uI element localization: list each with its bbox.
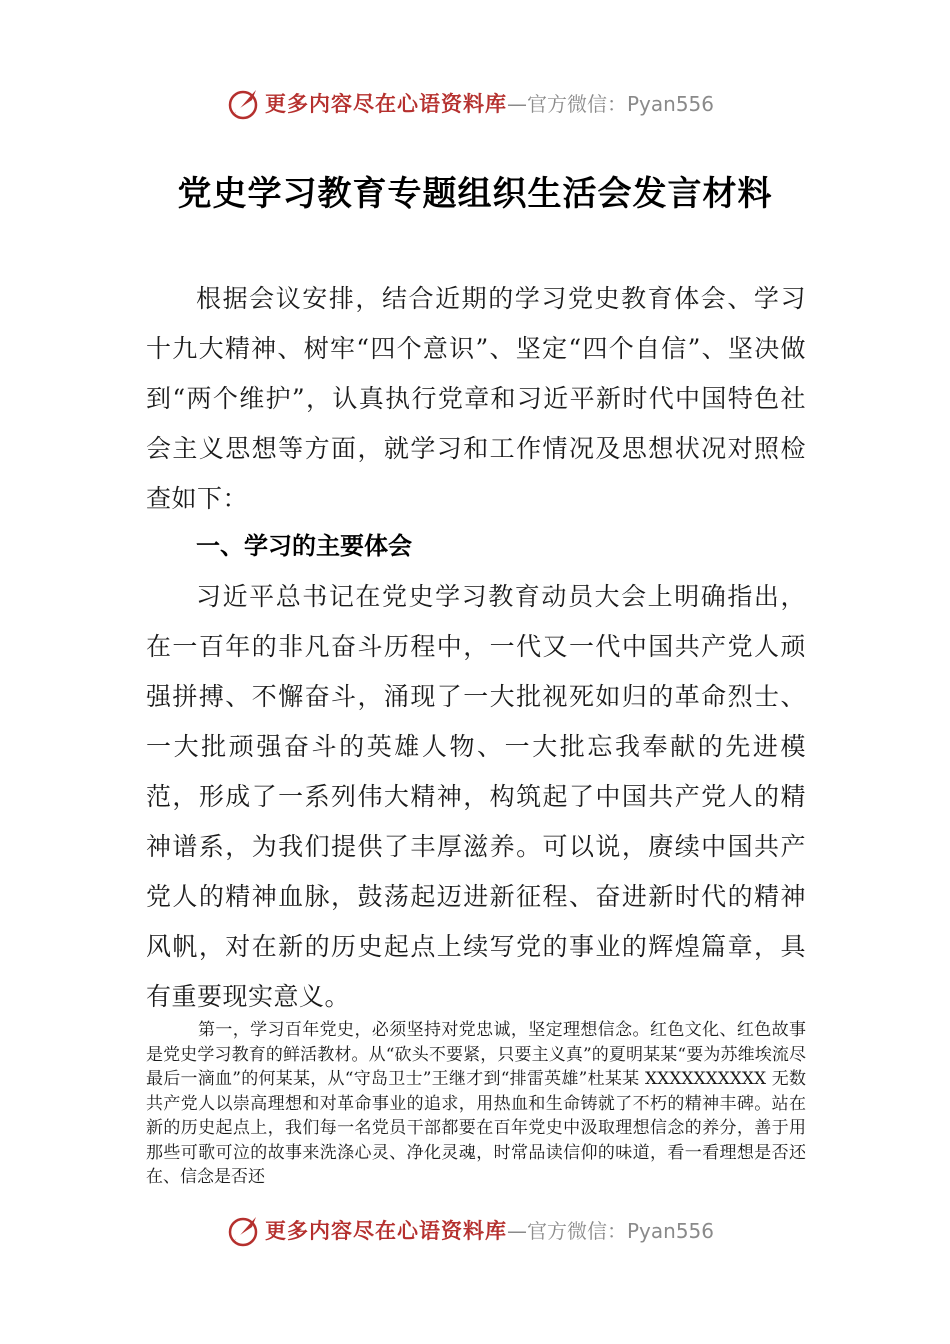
banner-wechat: —官方微信：Pyan556 <box>507 1219 715 1243</box>
banner-wechat: —官方微信：Pyan556 <box>507 92 715 116</box>
banner-text <box>265 1217 714 1245</box>
intro-block <box>146 274 806 524</box>
quill-logo-icon <box>226 1213 262 1249</box>
banner-brand: 更多内容尽在心语资料库 <box>265 91 507 116</box>
intro-paragraph: 根据会议安排，结合近期的学习党史教育体会、学习十九大精神、树牢“四个意识”、坚定“四个自信”、坚决做到“两个维护”，认真执行党章和习近平新时代中国特色社会主义思想等方面，就学习和工作情况及思想状况对照检查如下： <box>146 284 806 513</box>
section-body <box>146 572 806 1022</box>
banner-brand: 更多内容尽在心语资料库 <box>265 1218 507 1243</box>
section-paragraph: 习近平总书记在党史学习教育动员大会上明确指出，在一百年的非凡奋斗历程中，一代又一代中国共产党人顽强拼搏、不懈奋斗，涌现了一大批视死如归的革命烈士、一大批顽强奋斗的英雄人物、一大批忘我奉献的先进模范，形成了一系列伟大精神，构筑起了中国共产党人的精神谱系，为我们提供了丰厚滋养。可以说，赓续中国共产党人的精神血脉，鼓荡起迈进新征程、奋进新时代的精神风帆，对在新的历史起点上续写党的事业的辉煌篇章，具有重要现实意义。 <box>146 582 806 1011</box>
header-banner <box>0 82 950 126</box>
quill-logo-icon <box>226 86 262 122</box>
point-one-paragraph: 第一，学习百年党史，必须坚持对党忠诚，坚定理想信念。红色文化、红色故事是党史学习教育的鲜活教材。从“砍头不要紧，只要主义真”的夏明某某“要为苏维埃流尽最后一滴血”的何某某，从“守岛卫士”王继才到“排雷英雄”杜某某 XXXXXXXXXX 无数共产党人以崇高理想和对革命事业的追求，用热血和生命铸就了不朽的精神丰碑。站在新的历史起点上，我们每一名党员干部都要在百年党史中汲取理想信念的养分，善于用那些可歌可泣的故事来洗涤心灵、净化灵魂，时常品读信仰的味道，看一看理想是否还在、信念是否还 <box>146 1020 806 1187</box>
document-title: 党史学习教育专题组织生活会发言材料 <box>177 174 773 214</box>
banner-text <box>265 90 714 118</box>
section-heading: 一、学习的主要体会 <box>196 532 412 560</box>
footer-banner <box>0 1209 950 1253</box>
